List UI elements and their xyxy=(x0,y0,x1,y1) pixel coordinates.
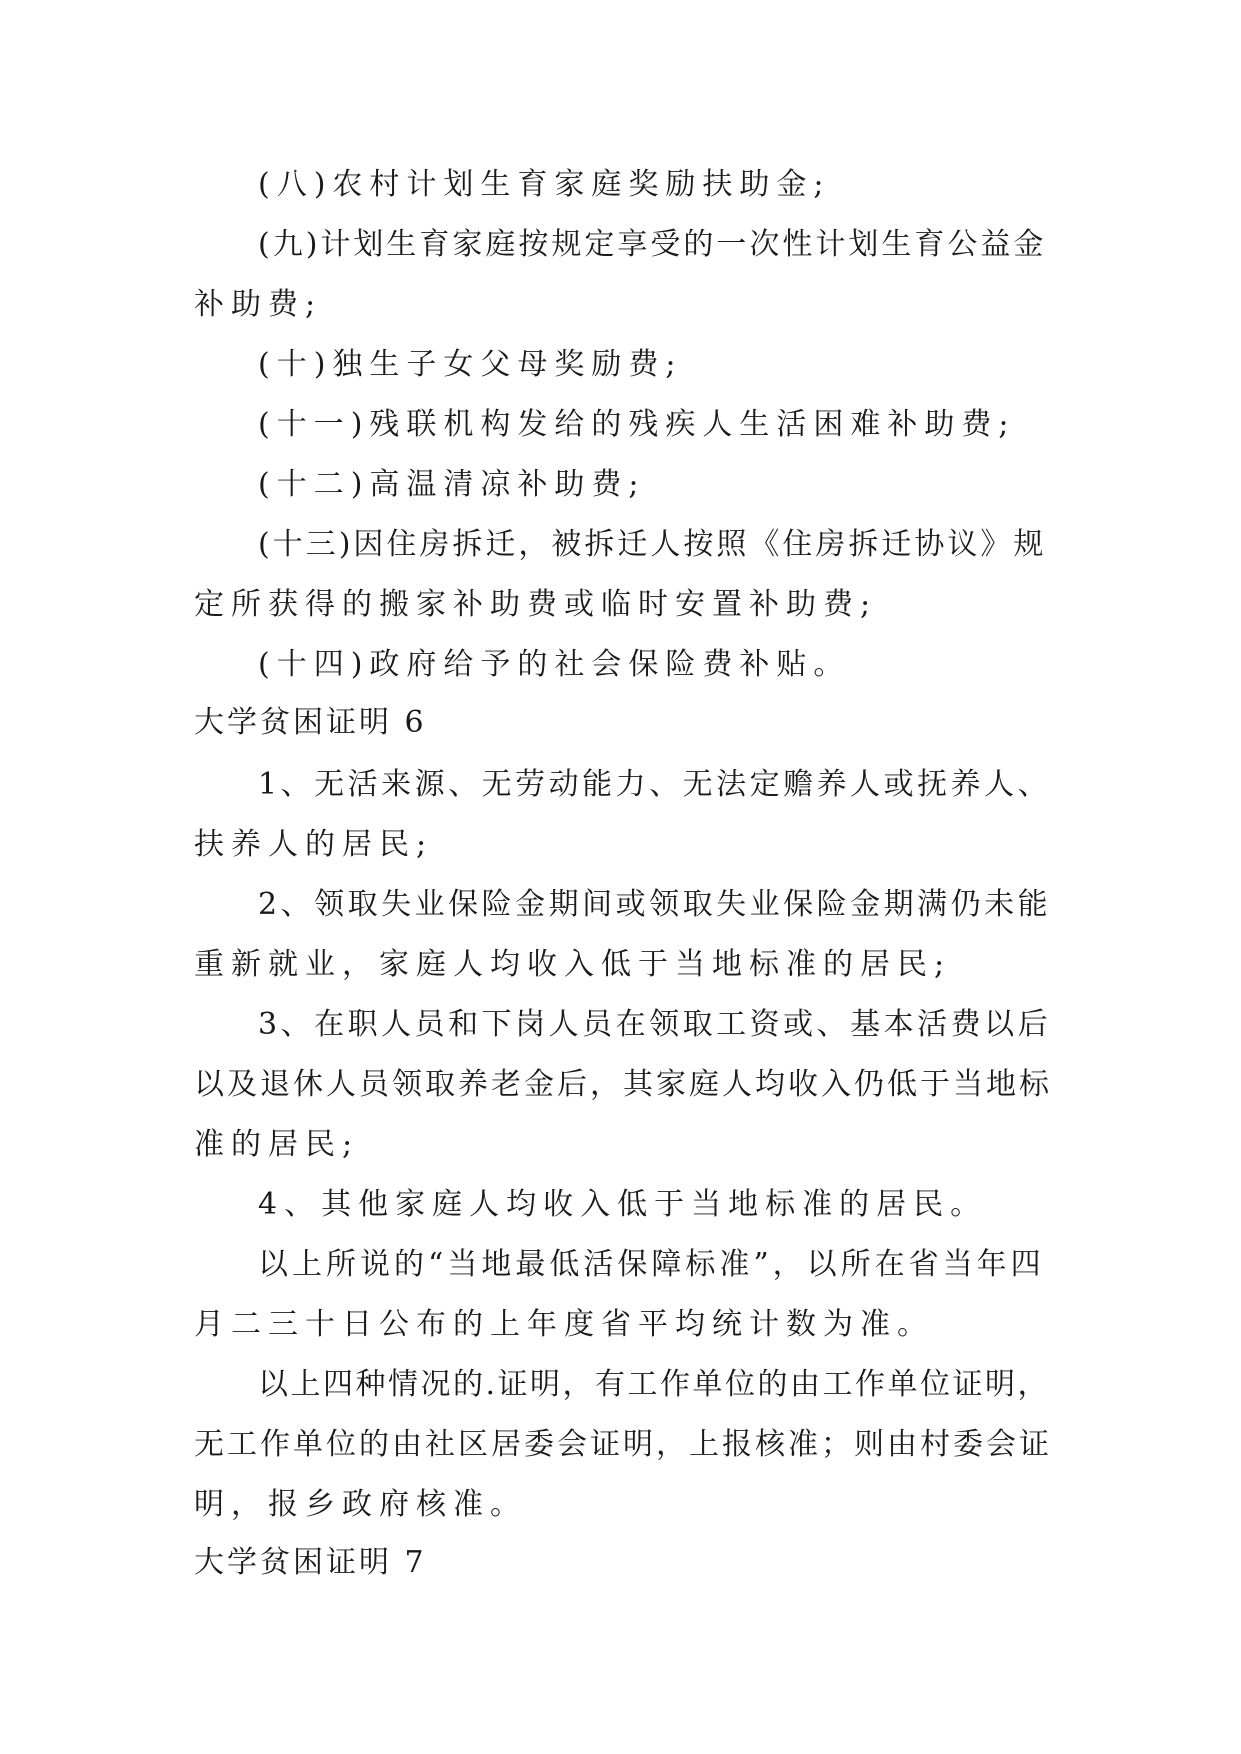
list-item-9-continued: 补助费; xyxy=(194,287,323,322)
list-item-9: (九)计划生育家庭按规定享受的一次性计划生育公益金 xyxy=(258,227,1047,262)
section-heading-6: 大学贫困证明 6 xyxy=(194,705,427,740)
paragraph-standard-note-continued: 月二三十日公布的上年度省平均统计数为准。 xyxy=(194,1307,934,1342)
paragraph-3: 3、在职人员和下岗人员在领取工资或、基本活费以后 xyxy=(258,1007,1052,1042)
list-item-10: (十)独生子女父母奖励费; xyxy=(258,347,683,382)
paragraph-proof: 以上四种情况的.证明，有工作单位的由工作单位证明， xyxy=(258,1367,1051,1402)
paragraph-proof-continued: 无工作单位的由社区居委会证明，上报核准；则由村委会证 xyxy=(194,1427,1052,1462)
paragraph-2-continued: 重新就业，家庭人均收入低于当地标准的居民; xyxy=(194,947,952,982)
list-item-12: (十二)高温清凉补助费; xyxy=(258,467,646,502)
list-item-8: (八)农村计划生育家庭奖励扶助金; xyxy=(258,167,831,202)
list-item-14: (十四)政府给予的社会保险费补贴。 xyxy=(258,647,851,682)
section-heading-7: 大学贫困证明 7 xyxy=(194,1545,427,1580)
list-item-11: (十一)残联机构发给的残疾人生活困难补助费; xyxy=(258,407,1016,442)
paragraph-proof-end: 明，报乡政府核准。 xyxy=(194,1487,527,1522)
paragraph-2: 2、领取失业保险金期间或领取失业保险金期满仍未能 xyxy=(258,887,1052,922)
paragraph-1-continued: 扶养人的居民; xyxy=(194,827,434,862)
paragraph-3-end: 准的居民; xyxy=(194,1127,360,1162)
list-item-13-continued: 定所获得的搬家补助费或临时安置补助费; xyxy=(194,587,878,622)
paragraph-4: 4、其他家庭人均收入低于当地标准的居民。 xyxy=(258,1187,988,1222)
list-item-13: (十三)因住房拆迁，被拆迁人按照《住房拆迁协议》规 xyxy=(258,527,1047,562)
paragraph-1: 1、无活来源、无劳动能力、无法定赡养人或抚养人、 xyxy=(258,767,1052,802)
paragraph-standard-note: 以上所说的“当地最低活保障标准”，以所在省当年四 xyxy=(258,1247,1045,1282)
paragraph-3-continued: 以及退休人员领取养老金后，其家庭人均收入仍低于当地标 xyxy=(194,1067,1052,1102)
